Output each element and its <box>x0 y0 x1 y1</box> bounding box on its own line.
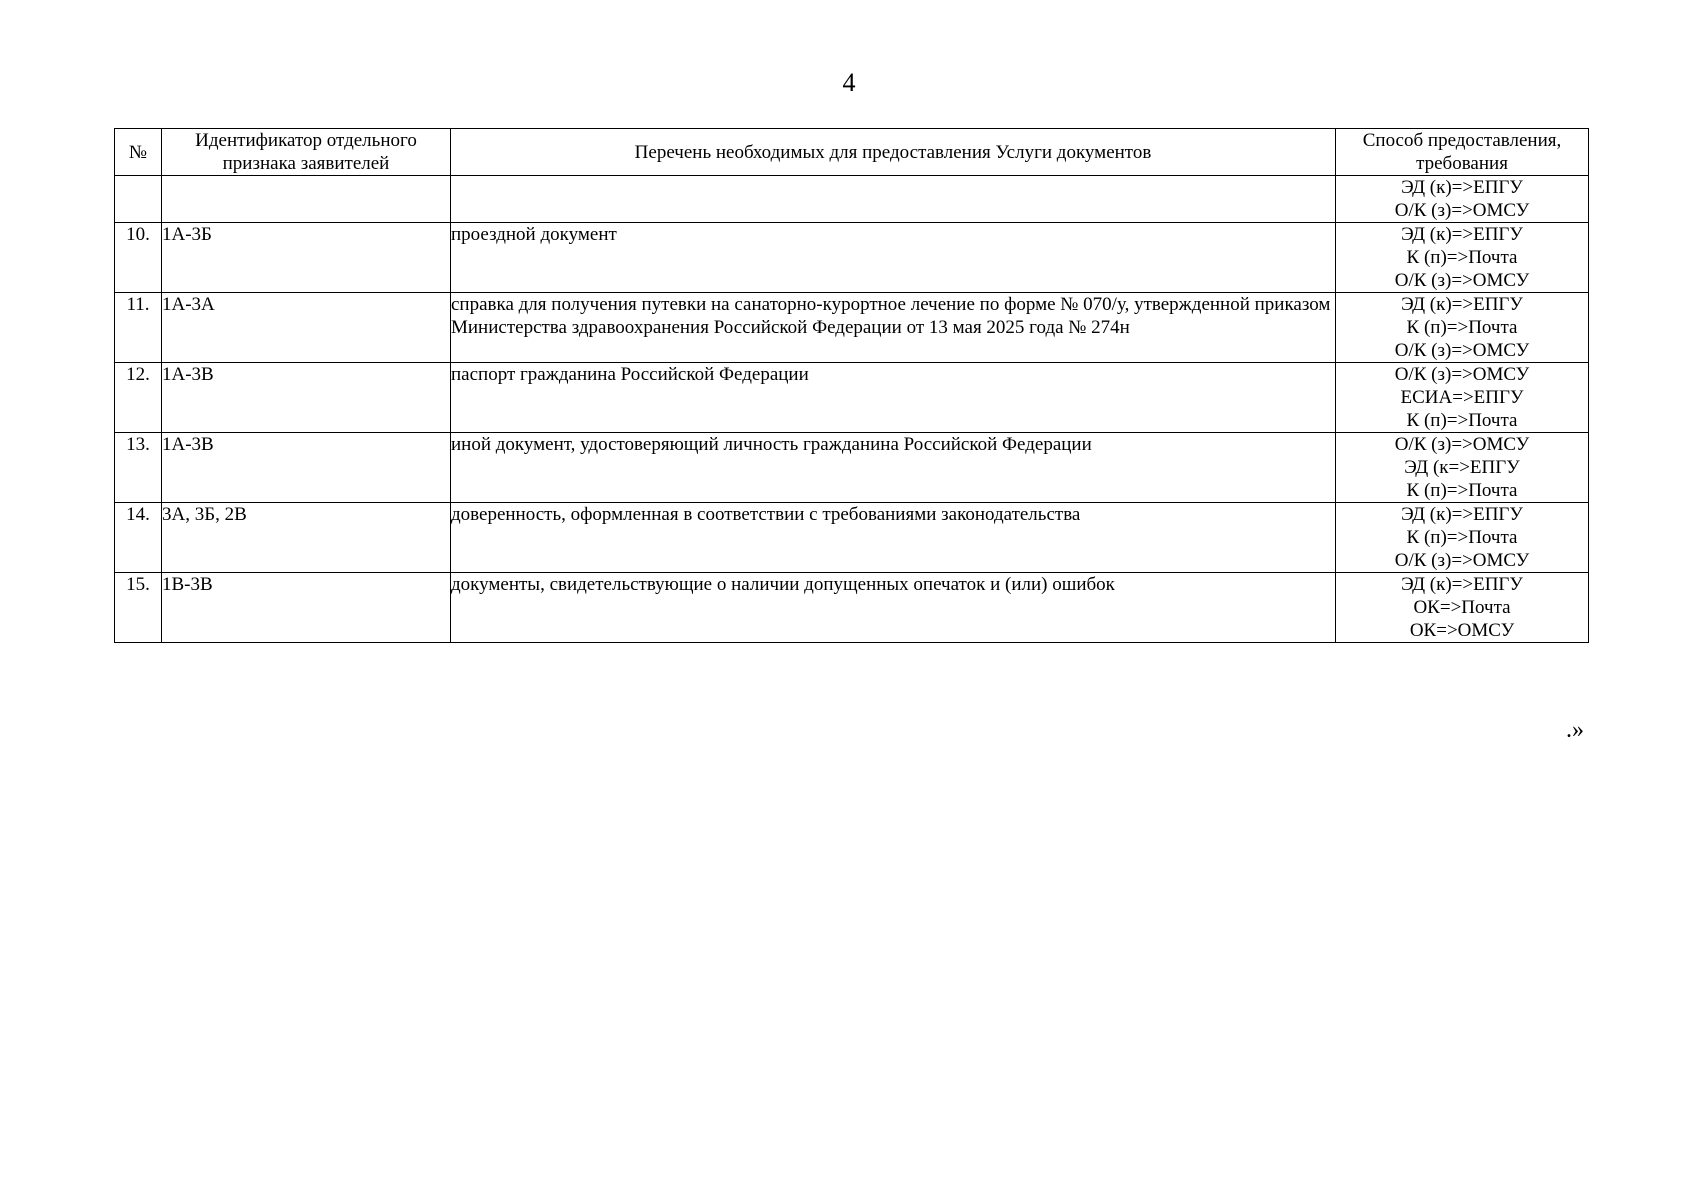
row-document: доверенность, оформленная в соответствии с требованиями законодательства <box>451 503 1336 573</box>
header-documents: Перечень необходимых для предоставления Услуги документов <box>451 129 1336 176</box>
closing-quote-mark: .» <box>1566 717 1584 743</box>
table-row <box>115 223 1589 293</box>
row-identifier: 1А-3В <box>162 433 451 503</box>
page-number: 4 <box>842 68 856 97</box>
method-line: К (п)=>Почта <box>1406 527 1518 548</box>
method-line: О/К (з)=>ОМСУ <box>1394 364 1530 385</box>
header-method: Способ предоставления, требования <box>1336 129 1589 176</box>
method-line: ЭД (к)=>ЕПГУ <box>1401 224 1523 245</box>
row-identifier: 1А-3А <box>162 293 451 363</box>
method-line: К (п)=>Почта <box>1406 410 1518 431</box>
method-line: К (п)=>Почта <box>1406 247 1518 268</box>
method-line: О/К (з)=>ОМСУ <box>1394 270 1530 291</box>
header-num: № <box>115 129 162 176</box>
method-line: О/К (з)=>ОМСУ <box>1394 340 1530 361</box>
method-line: ЭД (к)=>ЕПГУ <box>1401 504 1523 525</box>
method-line: О/К (з)=>ОМСУ <box>1394 200 1530 221</box>
row-document <box>451 176 1336 223</box>
row-num: 10. <box>115 223 162 293</box>
table-header-row <box>115 129 1589 176</box>
table-row <box>115 503 1589 573</box>
method-line: ЭД (к)=>ЕПГУ <box>1401 177 1523 198</box>
row-num: 15. <box>115 573 162 643</box>
row-identifier: 1В-3В <box>162 573 451 643</box>
row-document: справка для получения путевки на санаторно-курортное лечение по форме № 070/у, утвержденной приказом Министерства здравоохранения Российской Федерации от 13 мая 2025 года № 274н <box>451 293 1336 363</box>
row-methods <box>1336 293 1589 363</box>
documents-table <box>114 128 1589 643</box>
method-line: К (п)=>Почта <box>1406 317 1518 338</box>
row-num: 14. <box>115 503 162 573</box>
header-identifier: Идентификатор отдельного признака заявителей <box>162 129 451 176</box>
row-num <box>115 176 162 223</box>
table-row <box>115 573 1589 643</box>
row-identifier: 3А, 3Б, 2В <box>162 503 451 573</box>
row-document: документы, свидетельствующие о наличии допущенных опечаток и (или) ошибок <box>451 573 1336 643</box>
table-row <box>115 293 1589 363</box>
row-identifier: 1А-3Б <box>162 223 451 293</box>
row-identifier <box>162 176 451 223</box>
row-methods <box>1336 503 1589 573</box>
row-methods <box>1336 363 1589 433</box>
row-methods <box>1336 433 1589 503</box>
method-line: О/К (з)=>ОМСУ <box>1394 550 1530 571</box>
method-line: О/К (з)=>ОМСУ <box>1394 434 1530 455</box>
row-document: проездной документ <box>451 223 1336 293</box>
row-methods <box>1336 176 1589 223</box>
table-row <box>115 176 1589 223</box>
method-line: ОК=>Почта <box>1413 597 1511 618</box>
method-line: К (п)=>Почта <box>1406 480 1518 501</box>
row-num: 11. <box>115 293 162 363</box>
row-num: 12. <box>115 363 162 433</box>
method-line: ЕСИА=>ЕПГУ <box>1400 387 1524 408</box>
table-row <box>115 363 1589 433</box>
row-document: паспорт гражданина Российской Федерации <box>451 363 1336 433</box>
row-num: 13. <box>115 433 162 503</box>
method-line: ЭД (к)=>ЕПГУ <box>1401 294 1523 315</box>
row-methods <box>1336 573 1589 643</box>
method-line: ОК=>ОМСУ <box>1409 620 1515 641</box>
table-row <box>115 433 1589 503</box>
row-methods <box>1336 223 1589 293</box>
method-line: ЭД (к)=>ЕПГУ <box>1401 574 1523 595</box>
row-document: иной документ, удостоверяющий личность гражданина Российской Федерации <box>451 433 1336 503</box>
row-identifier: 1А-3В <box>162 363 451 433</box>
method-line: ЭД (к=>ЕПГУ <box>1404 457 1520 478</box>
